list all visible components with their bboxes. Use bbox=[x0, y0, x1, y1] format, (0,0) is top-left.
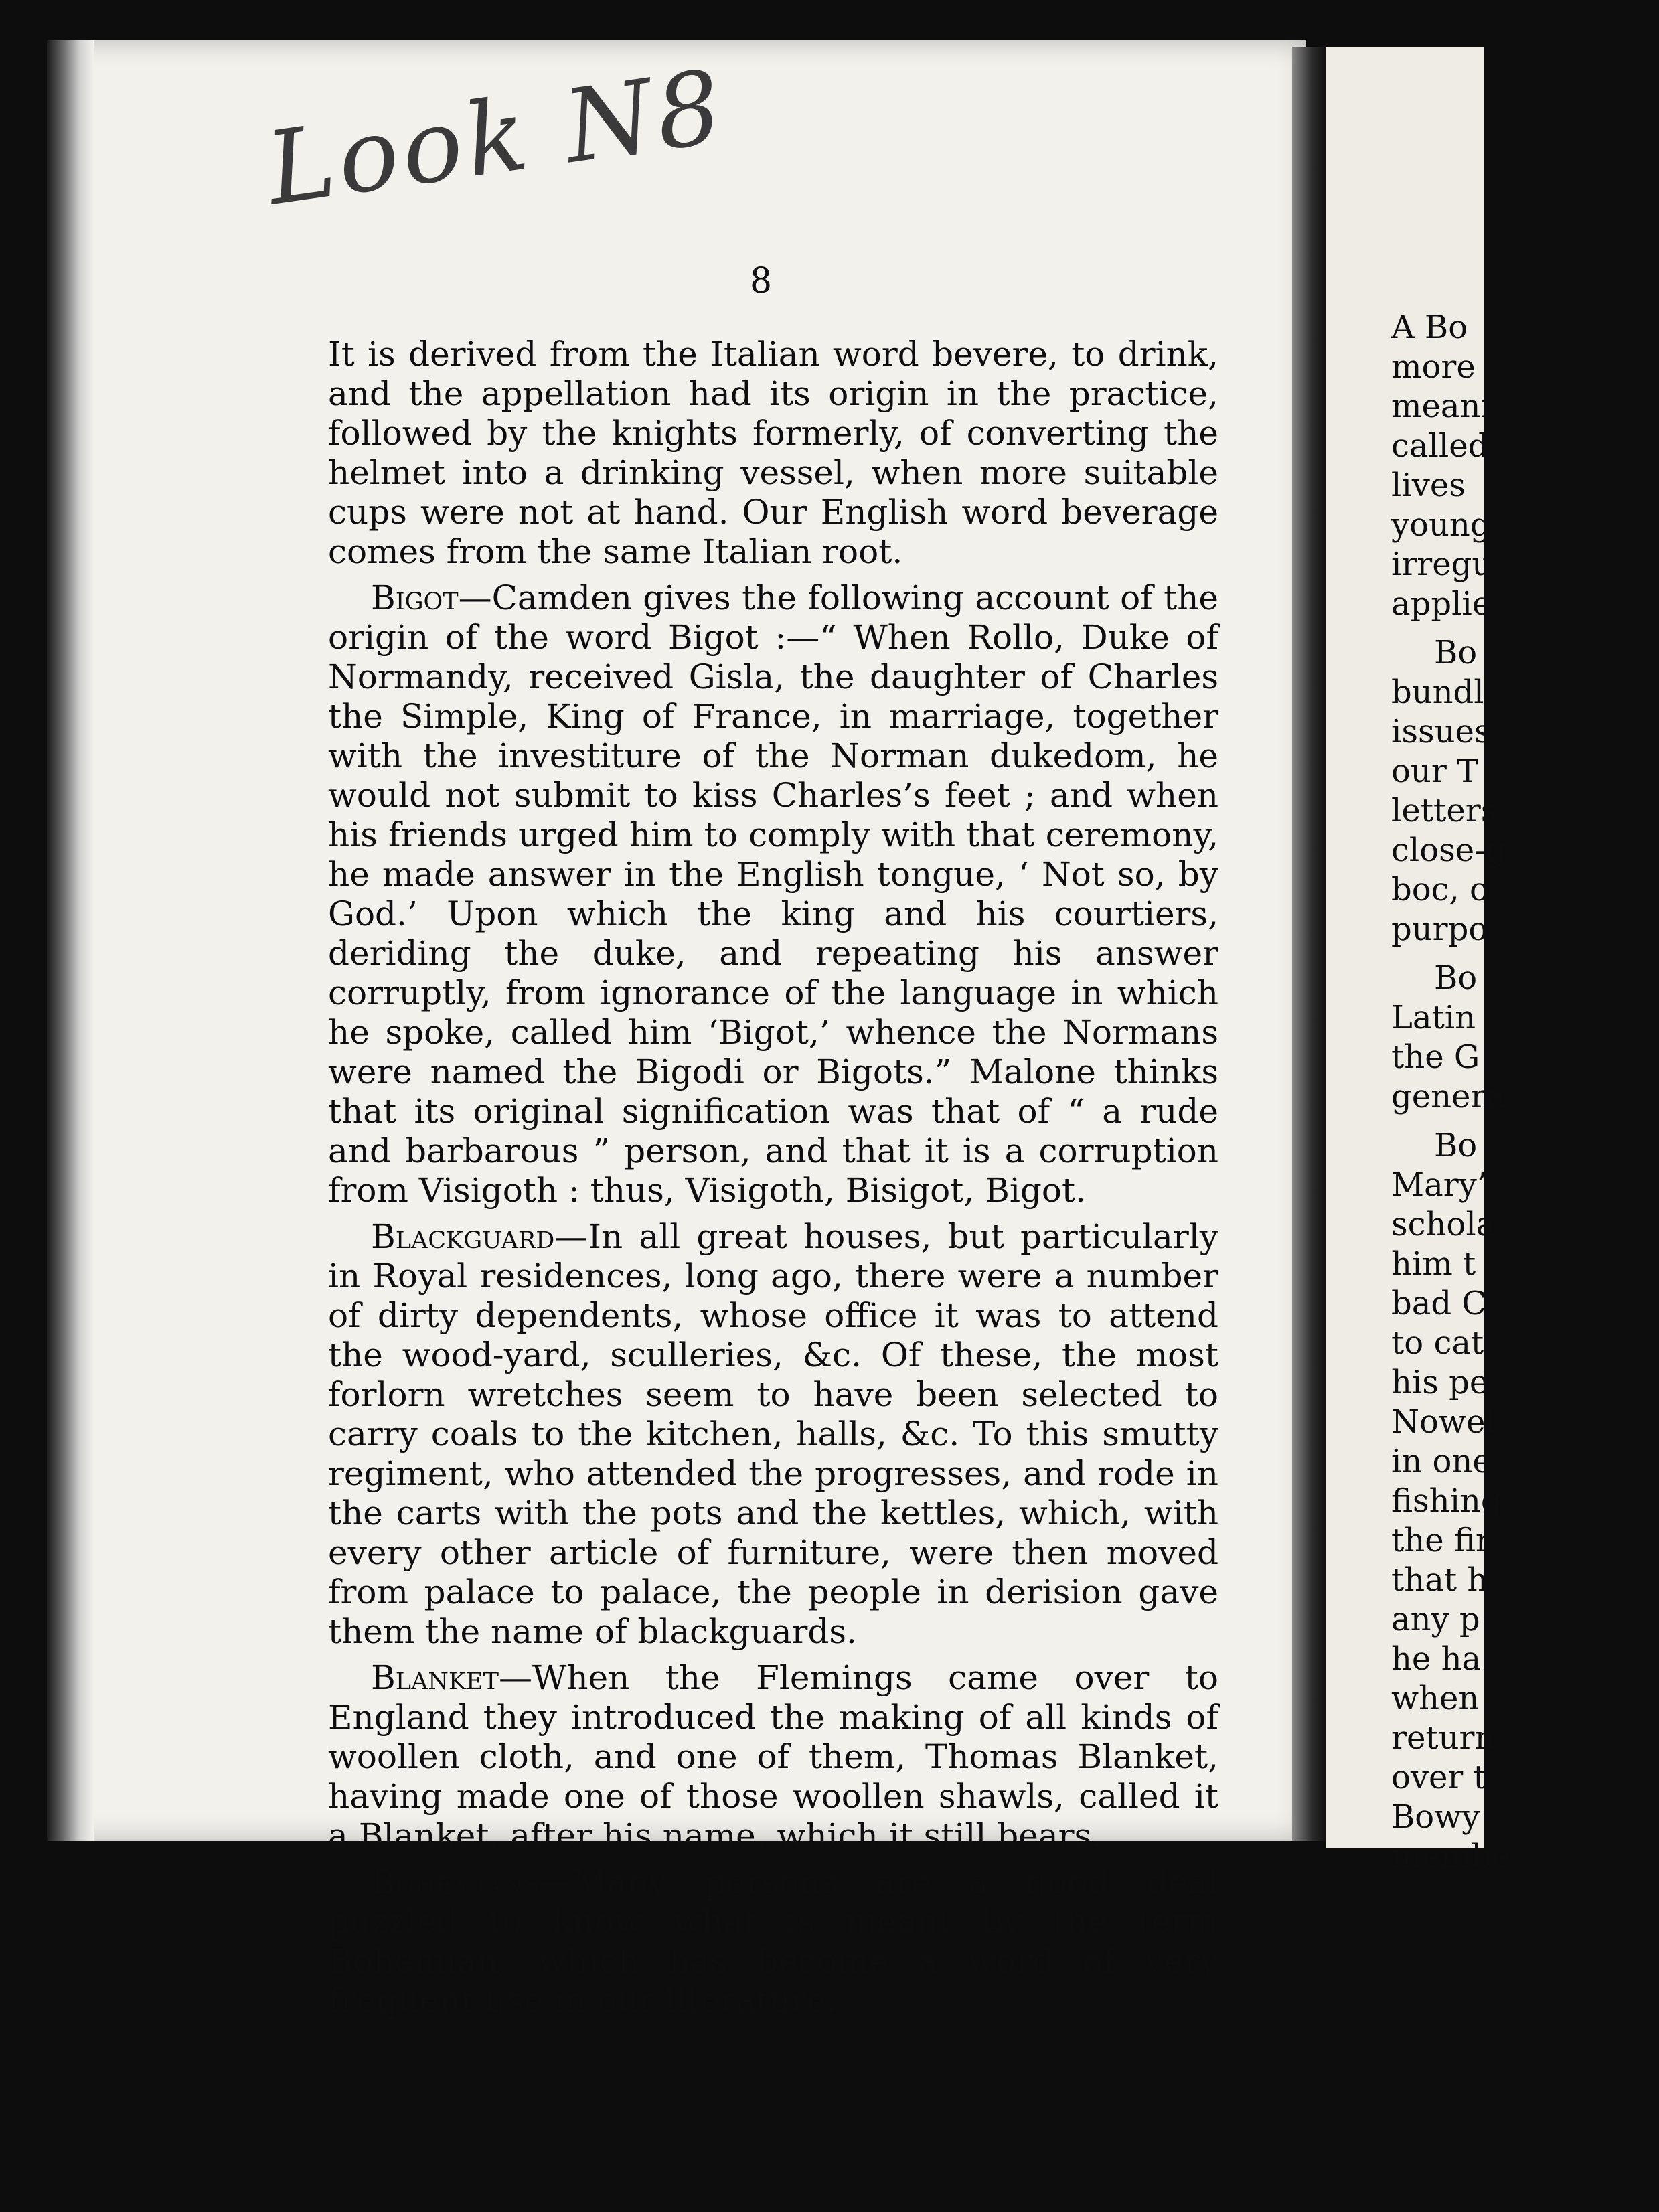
entry-term-blanket: Blanket bbox=[371, 1658, 499, 1697]
right-page-line: to cat bbox=[1391, 1324, 1484, 1362]
right-page-line: membe bbox=[1391, 1838, 1511, 1875]
right-page-line: Bo bbox=[1434, 1127, 1478, 1164]
left-page bbox=[47, 40, 1306, 2020]
right-page-line: return bbox=[1391, 1719, 1496, 1757]
right-page-line bbox=[1391, 949, 1659, 959]
right-page-line: Nowel bbox=[1391, 1403, 1496, 1441]
paragraph-text: —When the Flemings came over to England they introduced the making of all kinds of woollen cloth, and one of them, Thomas Blanket, having made one of those woollen shawls, called it a Blanket, after his name, which it still bears. bbox=[328, 1658, 1218, 1855]
right-page-line: lives bbox=[1391, 467, 1466, 504]
right-page-line: him t bbox=[1391, 1245, 1476, 1283]
right-page-line: bad C bbox=[1391, 1285, 1487, 1322]
right-page-line: the G bbox=[1391, 1038, 1480, 1076]
right-page-line: bundl bbox=[1391, 674, 1484, 711]
entry-term-blackguard: Blackguard bbox=[371, 1217, 555, 1256]
right-page-line: he ha bbox=[1391, 1640, 1482, 1678]
paragraph-text: —In all great houses, but particularly in Royal residences, long ago, there were a number of dirty dependents, whose office it was to attend the wood-yard, sculleries, &c. Of these, the most forlorn wretches seem to have been selected to carry coals to the kitchen, halls, &c. To this smutty regiment, who attended the progresses, and rode in the carts with the pots and the kettles, which, with every other article of furniture, were then moved from palace to palace, the people in derision gave them the name of blackguards. bbox=[328, 1217, 1218, 1651]
paragraph-bevere bbox=[328, 335, 1218, 572]
right-page-line: close-g bbox=[1391, 832, 1506, 869]
right-page-line: fishing bbox=[1391, 1482, 1502, 1520]
paragraph-blanket bbox=[328, 1658, 1218, 1856]
right-page-lines bbox=[1391, 308, 1659, 1877]
paragraph-text: It is derived from the Italian word bevere, to drink, and the appellation had its origin in the practice, followed by the knights formerly, of converting the helmet into a drinking vessel, when more suitable cups were not at hand. Our English word beverage comes from the same Italian root. bbox=[328, 335, 1218, 571]
right-page-line: boc, o bbox=[1391, 871, 1489, 908]
right-page-line: Latin bbox=[1391, 999, 1476, 1036]
right-page-line: called bbox=[1391, 427, 1489, 465]
right-page-line bbox=[1391, 1117, 1659, 1126]
right-page-line: that h bbox=[1391, 1561, 1488, 1599]
right-page-line: Mary’ bbox=[1391, 1166, 1488, 1204]
right-page-line: when bbox=[1391, 1680, 1480, 1717]
page-number: 8 bbox=[750, 261, 773, 301]
paragraph-blackguard bbox=[328, 1217, 1218, 1652]
right-page-line: the fir bbox=[1391, 1522, 1491, 1559]
right-page-fragment bbox=[1326, 47, 1511, 1875]
right-page-line: young bbox=[1391, 506, 1491, 544]
right-page-line: A Bo bbox=[1391, 309, 1468, 346]
paragraph-text: —Camden gives the following account of the origin of the word Bigot :—“ When Rollo, Duke of Normandy, received Gisla, the daughter of Charles the Simple, King of France, in marriage, together with the investiture of the Norman dukedom, he would not submit to kiss Charles’s feet ; and when his friends urged him to comply with that ceremony, he made answer in the English tongue, ‘ Not so, by God.’ Upon which the king and his courtiers, deriding the duke, and repeating his answer corruptly, from ignorance of the language in which he spoke, called him ‘Bigot,’ whence the Normans were named the Bigodi or Bigots.” Malone thinks that its original signification was that of “ a rude and barbarous ” person, and that it is a corruption from Visigoth : thus, Visigoth, Bisigot, Bigot. bbox=[328, 578, 1218, 1210]
paragraph-bigot bbox=[328, 578, 1218, 1210]
right-page-line: Bo bbox=[1434, 634, 1478, 672]
body-text bbox=[328, 335, 1218, 2027]
right-page-line: letters bbox=[1391, 792, 1498, 830]
right-page-line: applie bbox=[1391, 585, 1492, 623]
right-page-line: any p bbox=[1391, 1601, 1480, 1638]
paragraph-bohemians bbox=[328, 1863, 1218, 2021]
right-page-line: purpo bbox=[1391, 911, 1488, 948]
right-page-line bbox=[1391, 624, 1659, 633]
handwritten-annotation: Look N8 bbox=[260, 48, 732, 228]
right-page-line: Bowy bbox=[1391, 1798, 1480, 1836]
right-page-line: our T bbox=[1391, 753, 1479, 790]
book-gutter bbox=[1292, 47, 1326, 1841]
right-page-line: his pe bbox=[1391, 1364, 1489, 1401]
right-page-line: Bo bbox=[1434, 959, 1478, 997]
entry-term-bigot: Bigot bbox=[371, 578, 459, 617]
right-page-line: more bbox=[1391, 348, 1476, 386]
right-page-line: over t bbox=[1391, 1759, 1486, 1796]
right-page-line: meani bbox=[1391, 388, 1491, 425]
right-page-line: genera bbox=[1391, 1078, 1506, 1115]
right-page-line: issues bbox=[1391, 713, 1491, 750]
entry-term-bohemians: Bohemians bbox=[371, 1863, 540, 1901]
paragraph-text: —Many persons are a good deal puzzled to know what is meant by the term Bohemian, which has become a word of very frequent use in our literature. bbox=[328, 1863, 1218, 2020]
right-page-line: schola bbox=[1391, 1206, 1496, 1243]
right-page-line: irregu bbox=[1391, 546, 1493, 583]
right-page-line: in one bbox=[1391, 1443, 1492, 1480]
